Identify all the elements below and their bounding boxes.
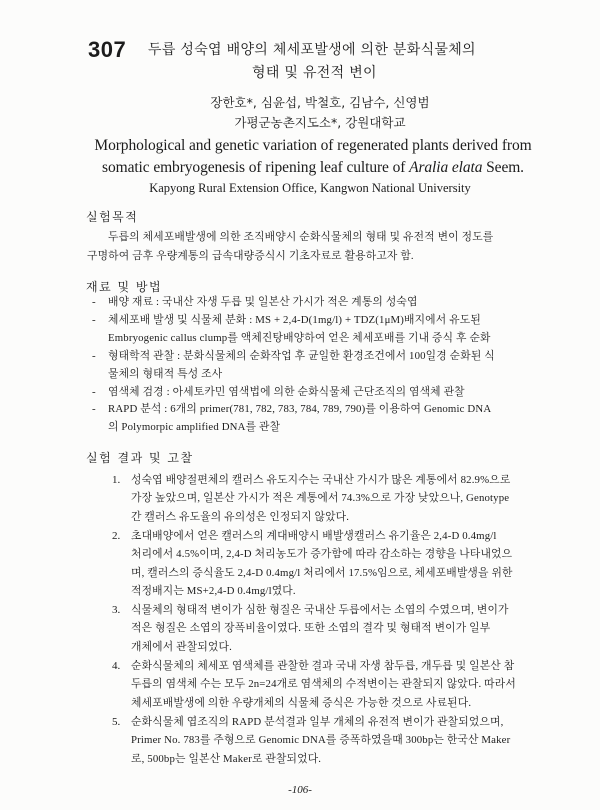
english-title-line-1: Morphological and genetic variation of regenerated plants derived from <box>94 137 532 154</box>
results-item-line: 적정배지는 MS+2,4-D 0.4mg/l였다. <box>131 585 296 598</box>
results-item-number: 2. <box>112 530 121 542</box>
korean-title-line-2: 형태 및 유전적 변이 <box>252 65 377 81</box>
results-item-line: 가장 높았으며, 일본산 가시가 적은 계통에서 74.3%으로 가장 낮았으나, Genotype <box>131 492 510 505</box>
methods-item-line: Embryogenic callus clump를 액체진탕배양하여 얻은 체세포배를 기내 증식 후 순화 <box>108 331 491 344</box>
english-title-prefix: somatic embryogenesis of ripening leaf culture of <box>102 159 410 176</box>
results-item-line: 식물체의 형태적 변이가 심한 형질은 국내산 두릅에서는 소엽의 수였으며, 변이가 <box>131 604 509 616</box>
results-heading: 실험 결과 및 고찰 <box>86 451 194 465</box>
results-item-number: 5. <box>112 716 121 728</box>
korean-title-line-1: 두릅 성숙엽 배양의 체세포발생에 의한 분화식물체의 <box>148 42 476 58</box>
methods-item-line: 의 Polymorpic amplified DNA를 관찰 <box>108 421 281 434</box>
methods-item <box>92 312 552 348</box>
methods-heading: 재료 및 방법 <box>86 280 163 294</box>
results-item-line: 초대배양에서 얻은 캘러스의 계대배양시 배발생캘러스 유기율은 2,4-D 0.4mg/l <box>131 530 497 542</box>
methods-item <box>92 294 552 312</box>
bullet-dash: - <box>92 385 96 398</box>
purpose-line: 구명하여 금후 우량계통의 급속대량증식시 기초자료로 활용하고자 함. <box>87 250 414 262</box>
methods-item-line: 체세포배 발생 및 식물체 분화 : MS + 2,4-D(1mg/l) + TDZ(1μM)배지에서 유도된 <box>108 313 481 326</box>
results-item-line: 적은 형질은 소엽의 장폭비율이였다. 또한 소엽의 결각 및 형태적 변이가 일부 <box>131 622 491 635</box>
methods-item-line: RAPD 분석 : 6개의 primer(781, 782, 783, 784, 789, 790)를 이용하여 Genomic DNA <box>108 403 492 416</box>
affiliation: 가평군농촌지도소*, 강원대학교 <box>234 115 406 130</box>
methods-item-line: 형태학적 관찰 : 분화식물체의 순화작업 후 균일한 환경조건에서 100일경 순화된 식 <box>108 349 495 362</box>
methods-item-line: 배양 재료 : 국내산 자생 두릅 및 일본산 가시가 적은 계통의 성숙엽 <box>108 296 418 308</box>
paper-number: 307 <box>88 37 127 62</box>
results-item-number: 4. <box>112 660 121 672</box>
results-item-line: 순화식물체 엽조직의 RAPD 분석결과 일부 개체의 유전적 변이가 관찰되었으며, <box>131 716 504 728</box>
results-item-line: 며, 캘러스의 증식율도 2,4-D 0.4mg/l 처리에서 17.5%임으로, 체세포배발생을 위한 <box>131 566 513 579</box>
species-authority: Seem. <box>482 159 524 176</box>
purpose-line: 두릅의 체세포배발생에 의한 조직배양시 순화식물체의 형태 및 유전적 변이 정도를 <box>108 231 494 243</box>
results-item-line: 개체에서 관찰되었다. <box>131 640 232 653</box>
authors: 장한호*, 심윤섭, 박철호, 김남수, 신영범 <box>210 95 430 110</box>
results-item-line: Primer No. 783를 주형으로 Genomic DNA를 증폭하였을때 300bp는 한국산 Maker <box>131 734 511 747</box>
results-item-line: 처리에서 4.5%이며, 2,4-D 처리농도가 증가함에 따라 감소하는 경향을 나타내었으 <box>131 548 513 561</box>
results-item-number: 3. <box>112 604 121 616</box>
page-number: -106- <box>288 784 312 796</box>
bullet-dash: - <box>92 349 96 362</box>
bullet-dash: - <box>92 403 96 416</box>
results-item-line: 성숙엽 배양절편체의 캘러스 유도지수는 국내산 가시가 많은 계통에서 82.9%으로 <box>131 474 511 486</box>
bullet-dash: - <box>92 296 96 308</box>
methods-item-line: 물체의 형태적 특성 조사 <box>108 367 223 380</box>
results-item-line: 순화식물체의 체세포 염색체를 관찰한 결과 국내 자생 참두릅, 개두릅 및 일본산 참 <box>131 660 515 672</box>
results-item-line: 로, 500bp는 일본산 Maker로 관찰되었다. <box>131 752 322 765</box>
english-title-line-2 <box>20 158 600 178</box>
methods-item-line: 염색체 검경 : 아세토카민 염색법에 의한 순화식물체 근단조직의 염색체 관찰 <box>108 385 465 398</box>
methods-item <box>92 384 552 402</box>
results-item-line: 간 캘러스 유도율의 유의성은 인정되지 않았다. <box>131 510 350 523</box>
results-item-line: 두릅의 염색체 수는 모두 2n=24개로 염색체의 수적변이는 관찰되지 않았다. 따라서 <box>131 678 516 691</box>
bullet-dash: - <box>92 313 96 326</box>
species-name: Aralia elata <box>409 159 483 176</box>
results-item-number: 1. <box>112 474 121 486</box>
results-item-line: 체세포배발생에 의한 우량개체의 식물체 증식은 가능한 것으로 사료된다. <box>131 696 472 709</box>
methods-list <box>92 294 552 437</box>
methods-item <box>92 401 552 437</box>
english-affiliation: Kapyong Rural Extension Office, Kangwon National University <box>149 181 471 195</box>
methods-item <box>92 348 552 384</box>
purpose-heading: 실험목적 <box>86 210 139 224</box>
